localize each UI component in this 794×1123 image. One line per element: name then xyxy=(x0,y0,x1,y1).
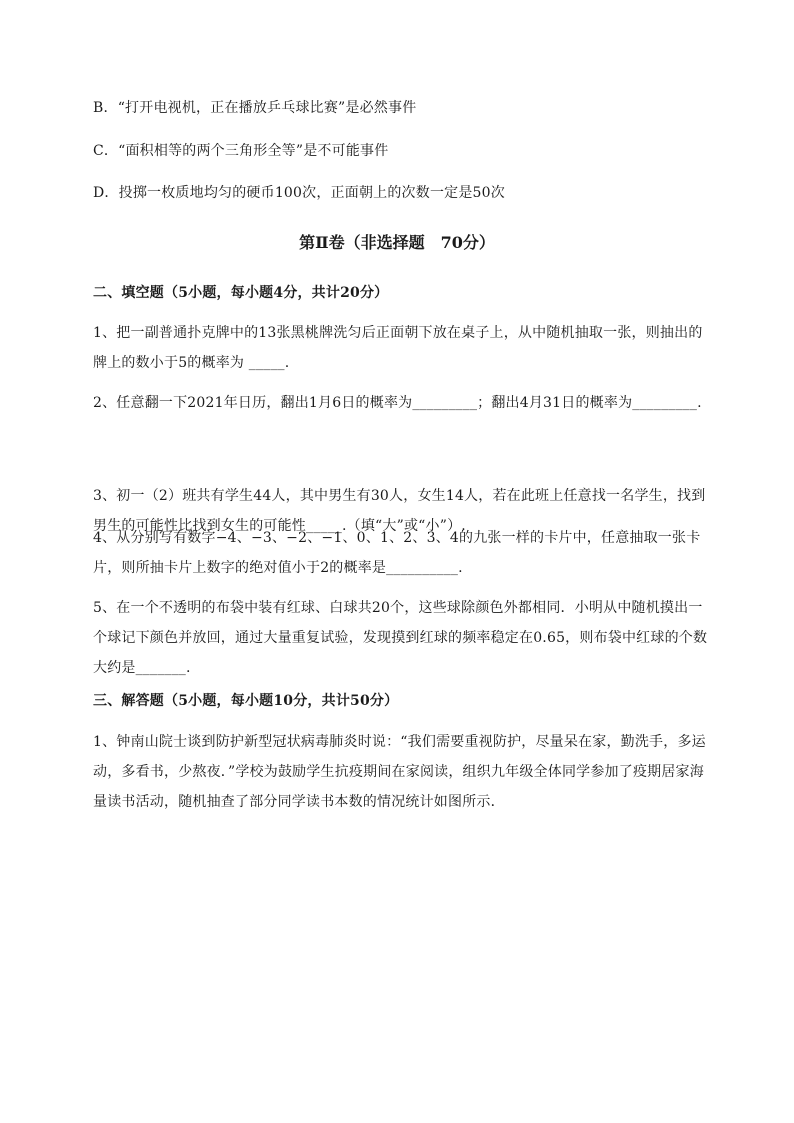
fill-question-2: 2、任意翻一下2021年日历，翻出1月6日的概率为_________；翻出4月31日的概率为_________. xyxy=(93,395,702,411)
section-3-title: 三、解答题（5小题，每小题10分，共计50分） xyxy=(93,693,399,709)
option-b: B．“打开电视机，正在播放乒乓球比赛”是必然事件 xyxy=(93,100,417,116)
fill-question-4: 4、从分别写有数字−4、−3、−2、−1、0、1、2、3、4的九张一样的卡片中，任意抽取一张卡片，则所抽卡片上数字的绝对值小于2的概率是__________. xyxy=(93,530,701,576)
fill-question-5: 5、在一个不透明的布袋中装有红球、白球共20个，这些球除颜色外都相同．小明从中随机摸出一个球记下颜色并放回，通过大量重复试验，发现摸到红球的频率稳定在0.65，则布袋中红球的个数大约是_______. xyxy=(93,600,708,676)
fill-question-3: 3、初一（2）班共有学生44人，其中男生有30人，女生14人，若在此班上任意找一名学生，找到男生的可能性比找到女生的可能性_____.（填“大”或“小”）. xyxy=(93,488,706,534)
section-2-title: 二、填空题（5小题，每小题4分，共计20分） xyxy=(93,285,389,301)
option-c: C．“面积相等的两个三角形全等”是不可能事件 xyxy=(93,143,389,159)
solve-question-1: 1、钟南山院士谈到防护新型冠状病毒肺炎时说：“我们需要重视防护，尽量呆在家，勤洗手，多运动，多看书，少熬夜．”学校为鼓励学生抗疫期间在家阅读，组织九年级全体同学参加了疫期居家海量读书活动，随机抽查了部分同学读书本数的情况统计如图所示． xyxy=(93,734,706,810)
part-ii-heading: 第Ⅱ卷（非选择题 70分） xyxy=(299,233,495,252)
option-d: D．投掷一枚质地均匀的硬币100次，正面朝上的次数一定是50次 xyxy=(93,185,505,201)
fill-question-1: 1、把一副普通扑克牌中的13张黑桃牌洗匀后正面朝下放在桌子上，从中随机抽取一张，则抽出的牌上的数小于5的概率为 _____. xyxy=(93,325,703,371)
